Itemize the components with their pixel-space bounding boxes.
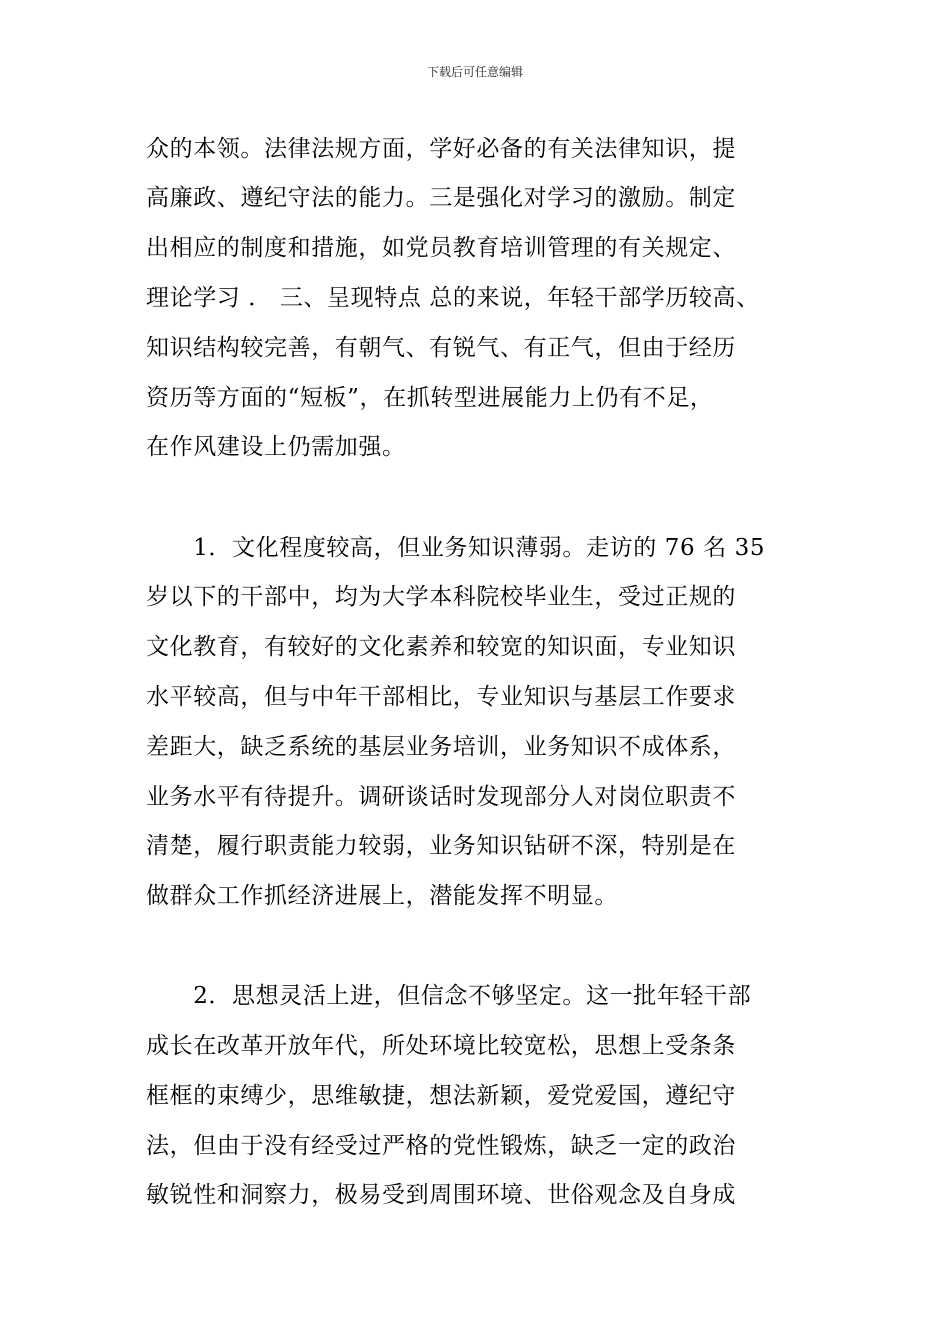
paragraph-1-line-4: 理论学习 ． 三、呈现特点 总的来说，年轻干部学历较高、 <box>146 285 760 311</box>
paragraph-2-line-8: 做群众工作抓经济进展上，潜能发挥不明显。 <box>146 883 618 909</box>
paragraph-1-line-5: 知识结构较完善，有朝气、有锐气、有正气，但由于经历 <box>146 335 736 361</box>
paragraph-1-line-2: 高廉政、遵纪守法的能力。三是强化对学习的激励。制定 <box>146 185 736 211</box>
paragraph-2-line-3: 文化教育，有较好的文化素养和较宽的知识面，专业知识 <box>146 634 736 660</box>
paragraph-1-line-7: 在作风建设上仍需加强。 <box>146 434 406 460</box>
paragraph-2-line-6: 业务水平有待提升。调研谈话时发现部分人对岗位职责不 <box>146 784 736 810</box>
paragraph-2-line-1: 1．文化程度较高，但业务知识薄弱。走访的 76 名 35 <box>146 535 766 561</box>
paragraph-2-line-2: 岁以下的干部中，均为大学本科院校毕业生，受过正规的 <box>146 584 736 610</box>
paragraph-3-line-2: 成长在改革开放年代，所处环境比较宽松，思想上受条条 <box>146 1033 736 1059</box>
paragraph-2-line-7: 清楚，履行职责能力较弱，业务知识钻研不深，特别是在 <box>146 833 736 859</box>
paragraph-2-line-5: 差距大，缺乏系统的基层业务培训，业务知识不成体系， <box>146 734 736 760</box>
paragraph-3-line-4: 法，但由于没有经受过严格的党性锻炼，缺乏一定的政治 <box>146 1133 736 1159</box>
paragraph-2-line-4: 水平较高，但与中年干部相比，专业知识与基层工作要求 <box>146 684 736 710</box>
page-header-note: 下载后可任意编辑 <box>426 65 523 79</box>
paragraph-1-line-1: 众的本领。法律法规方面，学好必备的有关法律知识，提 <box>146 136 736 162</box>
paragraph-3-line-5: 敏锐性和洞察力，极易受到周围环境、世俗观念及自身成 <box>146 1182 736 1208</box>
paragraph-3-line-3: 框框的束缚少，思维敏捷，想法新颖，爱党爱国，遵纪守 <box>146 1083 736 1109</box>
paragraph-3-line-1: 2．思想灵活上进，但信念不够坚定。这一批年轻干部 <box>146 983 752 1009</box>
paragraph-1-line-3: 出相应的制度和措施，如党员教育培训管理的有关规定、 <box>146 235 736 261</box>
paragraph-1-line-6: 资历等方面的“短板”，在抓转型进展能力上仍有不足， <box>146 385 714 411</box>
